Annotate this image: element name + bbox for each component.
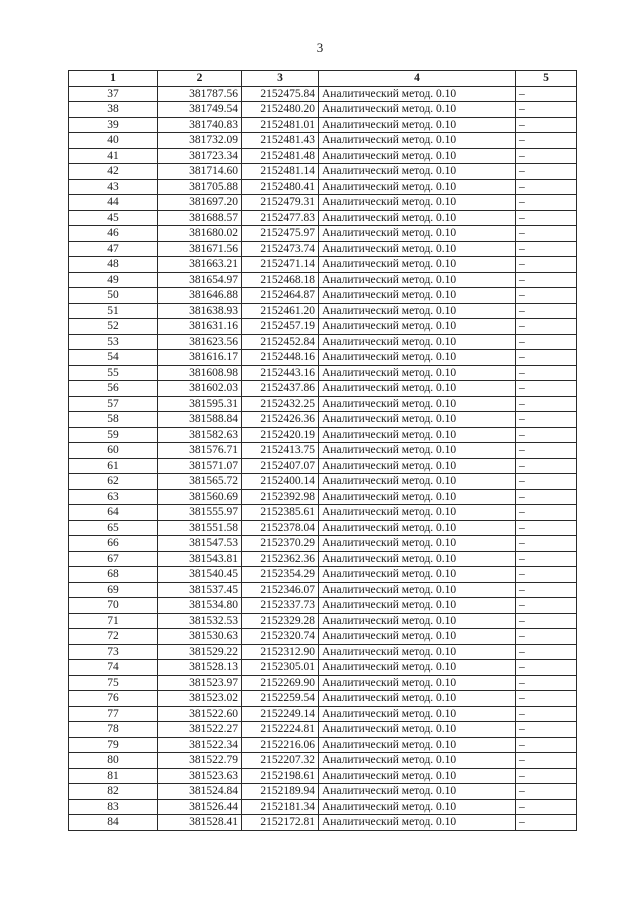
- table-row: [69, 567, 577, 583]
- point-number-cell: 39: [69, 117, 158, 133]
- point-number-cell: 49: [69, 272, 158, 288]
- method-accuracy-cell: Аналитический метод. 0.10: [319, 644, 516, 660]
- method-accuracy-cell: Аналитический метод. 0.10: [319, 179, 516, 195]
- note-cell: –: [516, 505, 577, 521]
- table-row: [69, 706, 577, 722]
- coordinates-table: [68, 70, 577, 831]
- note-cell: –: [516, 272, 577, 288]
- point-number-cell: 48: [69, 257, 158, 273]
- y-coordinate-cell: 2152224.81: [242, 722, 319, 738]
- y-coordinate-cell: 2152480.20: [242, 102, 319, 118]
- method-accuracy-cell: Аналитический метод. 0.10: [319, 489, 516, 505]
- y-coordinate-cell: 2152426.36: [242, 412, 319, 428]
- column-header-5: 5: [516, 71, 577, 87]
- method-accuracy-cell: Аналитический метод. 0.10: [319, 272, 516, 288]
- point-number-cell: 52: [69, 319, 158, 335]
- point-number-cell: 73: [69, 644, 158, 660]
- y-coordinate-cell: 2152216.06: [242, 737, 319, 753]
- x-coordinate-cell: 381616.17: [158, 350, 242, 366]
- x-coordinate-cell: 381663.21: [158, 257, 242, 273]
- y-coordinate-cell: 2152337.73: [242, 598, 319, 614]
- method-accuracy-cell: Аналитический метод. 0.10: [319, 582, 516, 598]
- method-accuracy-cell: Аналитический метод. 0.10: [319, 784, 516, 800]
- point-number-cell: 69: [69, 582, 158, 598]
- table-row: [69, 520, 577, 536]
- y-coordinate-cell: 2152479.31: [242, 195, 319, 211]
- method-accuracy-cell: Аналитический метод. 0.10: [319, 412, 516, 428]
- point-number-cell: 59: [69, 427, 158, 443]
- method-accuracy-cell: Аналитический метод. 0.10: [319, 443, 516, 459]
- y-coordinate-cell: 2152452.84: [242, 334, 319, 350]
- point-number-cell: 74: [69, 660, 158, 676]
- note-cell: –: [516, 582, 577, 598]
- x-coordinate-cell: 381522.34: [158, 737, 242, 753]
- x-coordinate-cell: 381532.53: [158, 613, 242, 629]
- y-coordinate-cell: 2152420.19: [242, 427, 319, 443]
- note-cell: –: [516, 551, 577, 567]
- y-coordinate-cell: 2152457.19: [242, 319, 319, 335]
- table-header-row: [69, 71, 577, 87]
- method-accuracy-cell: Аналитический метод. 0.10: [319, 102, 516, 118]
- method-accuracy-cell: Аналитический метод. 0.10: [319, 350, 516, 366]
- x-coordinate-cell: 381547.53: [158, 536, 242, 552]
- point-number-cell: 79: [69, 737, 158, 753]
- point-number-cell: 75: [69, 675, 158, 691]
- note-cell: –: [516, 799, 577, 815]
- method-accuracy-cell: Аналитический метод. 0.10: [319, 381, 516, 397]
- note-cell: –: [516, 319, 577, 335]
- method-accuracy-cell: Аналитический метод. 0.10: [319, 722, 516, 738]
- note-cell: –: [516, 706, 577, 722]
- method-accuracy-cell: Аналитический метод. 0.10: [319, 520, 516, 536]
- x-coordinate-cell: 381528.41: [158, 815, 242, 831]
- y-coordinate-cell: 2152481.48: [242, 148, 319, 164]
- y-coordinate-cell: 2152269.90: [242, 675, 319, 691]
- x-coordinate-cell: 381654.97: [158, 272, 242, 288]
- method-accuracy-cell: Аналитический метод. 0.10: [319, 536, 516, 552]
- x-coordinate-cell: 381526.44: [158, 799, 242, 815]
- note-cell: –: [516, 474, 577, 490]
- method-accuracy-cell: Аналитический метод. 0.10: [319, 257, 516, 273]
- point-number-cell: 56: [69, 381, 158, 397]
- method-accuracy-cell: Аналитический метод. 0.10: [319, 660, 516, 676]
- x-coordinate-cell: 381537.45: [158, 582, 242, 598]
- point-number-cell: 77: [69, 706, 158, 722]
- table-row: [69, 474, 577, 490]
- y-coordinate-cell: 2152320.74: [242, 629, 319, 645]
- point-number-cell: 44: [69, 195, 158, 211]
- x-coordinate-cell: 381680.02: [158, 226, 242, 242]
- method-accuracy-cell: Аналитический метод. 0.10: [319, 427, 516, 443]
- table-row: [69, 288, 577, 304]
- table-row: [69, 117, 577, 133]
- note-cell: –: [516, 598, 577, 614]
- x-coordinate-cell: 381524.84: [158, 784, 242, 800]
- method-accuracy-cell: Аналитический метод. 0.10: [319, 598, 516, 614]
- note-cell: –: [516, 381, 577, 397]
- column-header-4: 4: [319, 71, 516, 87]
- y-coordinate-cell: 2152432.25: [242, 396, 319, 412]
- table-row: [69, 319, 577, 335]
- note-cell: –: [516, 660, 577, 676]
- x-coordinate-cell: 381697.20: [158, 195, 242, 211]
- table-row: [69, 303, 577, 319]
- method-accuracy-cell: Аналитический метод. 0.10: [319, 396, 516, 412]
- y-coordinate-cell: 2152305.01: [242, 660, 319, 676]
- x-coordinate-cell: 381543.81: [158, 551, 242, 567]
- x-coordinate-cell: 381588.84: [158, 412, 242, 428]
- method-accuracy-cell: Аналитический метод. 0.10: [319, 86, 516, 102]
- point-number-cell: 84: [69, 815, 158, 831]
- point-number-cell: 54: [69, 350, 158, 366]
- table-row: [69, 815, 577, 831]
- table-row: [69, 582, 577, 598]
- point-number-cell: 46: [69, 226, 158, 242]
- method-accuracy-cell: Аналитический метод. 0.10: [319, 753, 516, 769]
- y-coordinate-cell: 2152443.16: [242, 365, 319, 381]
- method-accuracy-cell: Аналитический метод. 0.10: [319, 567, 516, 583]
- y-coordinate-cell: 2152346.07: [242, 582, 319, 598]
- method-accuracy-cell: Аналитический метод. 0.10: [319, 319, 516, 335]
- table-row: [69, 241, 577, 257]
- x-coordinate-cell: 381595.31: [158, 396, 242, 412]
- x-coordinate-cell: 381528.13: [158, 660, 242, 676]
- y-coordinate-cell: 2152400.14: [242, 474, 319, 490]
- method-accuracy-cell: Аналитический метод. 0.10: [319, 691, 516, 707]
- note-cell: –: [516, 303, 577, 319]
- point-number-cell: 45: [69, 210, 158, 226]
- note-cell: –: [516, 768, 577, 784]
- table-row: [69, 489, 577, 505]
- note-cell: –: [516, 365, 577, 381]
- method-accuracy-cell: Аналитический метод. 0.10: [319, 226, 516, 242]
- method-accuracy-cell: Аналитический метод. 0.10: [319, 815, 516, 831]
- x-coordinate-cell: 381523.97: [158, 675, 242, 691]
- point-number-cell: 68: [69, 567, 158, 583]
- point-number-cell: 62: [69, 474, 158, 490]
- table-row: [69, 427, 577, 443]
- x-coordinate-cell: 381565.72: [158, 474, 242, 490]
- table-row: [69, 613, 577, 629]
- x-coordinate-cell: 381602.03: [158, 381, 242, 397]
- note-cell: –: [516, 179, 577, 195]
- note-cell: –: [516, 815, 577, 831]
- table-row: [69, 102, 577, 118]
- y-coordinate-cell: 2152481.14: [242, 164, 319, 180]
- point-number-cell: 60: [69, 443, 158, 459]
- y-coordinate-cell: 2152385.61: [242, 505, 319, 521]
- x-coordinate-cell: 381534.80: [158, 598, 242, 614]
- point-number-cell: 43: [69, 179, 158, 195]
- method-accuracy-cell: Аналитический метод. 0.10: [319, 195, 516, 211]
- x-coordinate-cell: 381560.69: [158, 489, 242, 505]
- method-accuracy-cell: Аналитический метод. 0.10: [319, 706, 516, 722]
- table-row: [69, 412, 577, 428]
- y-coordinate-cell: 2152370.29: [242, 536, 319, 552]
- x-coordinate-cell: 381740.83: [158, 117, 242, 133]
- table-row: [69, 86, 577, 102]
- y-coordinate-cell: 2152471.14: [242, 257, 319, 273]
- note-cell: –: [516, 334, 577, 350]
- y-coordinate-cell: 2152378.04: [242, 520, 319, 536]
- method-accuracy-cell: Аналитический метод. 0.10: [319, 117, 516, 133]
- method-accuracy-cell: Аналитический метод. 0.10: [319, 288, 516, 304]
- x-coordinate-cell: 381705.88: [158, 179, 242, 195]
- table-row: [69, 350, 577, 366]
- note-cell: –: [516, 148, 577, 164]
- note-cell: –: [516, 86, 577, 102]
- column-header-2: 2: [158, 71, 242, 87]
- y-coordinate-cell: 2152477.83: [242, 210, 319, 226]
- table-row: [69, 195, 577, 211]
- table-row: [69, 133, 577, 149]
- y-coordinate-cell: 2152181.34: [242, 799, 319, 815]
- point-number-cell: 40: [69, 133, 158, 149]
- note-cell: –: [516, 458, 577, 474]
- y-coordinate-cell: 2152172.81: [242, 815, 319, 831]
- point-number-cell: 55: [69, 365, 158, 381]
- x-coordinate-cell: 381551.58: [158, 520, 242, 536]
- y-coordinate-cell: 2152189.94: [242, 784, 319, 800]
- table-row: [69, 598, 577, 614]
- note-cell: –: [516, 241, 577, 257]
- x-coordinate-cell: 381522.60: [158, 706, 242, 722]
- point-number-cell: 57: [69, 396, 158, 412]
- x-coordinate-cell: 381723.34: [158, 148, 242, 164]
- table-row: [69, 536, 577, 552]
- table-row: [69, 210, 577, 226]
- note-cell: –: [516, 350, 577, 366]
- point-number-cell: 71: [69, 613, 158, 629]
- note-cell: –: [516, 164, 577, 180]
- point-number-cell: 37: [69, 86, 158, 102]
- y-coordinate-cell: 2152461.20: [242, 303, 319, 319]
- table-row: [69, 629, 577, 645]
- x-coordinate-cell: 381540.45: [158, 567, 242, 583]
- note-cell: –: [516, 536, 577, 552]
- x-coordinate-cell: 381523.63: [158, 768, 242, 784]
- note-cell: –: [516, 427, 577, 443]
- note-cell: –: [516, 644, 577, 660]
- method-accuracy-cell: Аналитический метод. 0.10: [319, 365, 516, 381]
- note-cell: –: [516, 412, 577, 428]
- note-cell: –: [516, 489, 577, 505]
- x-coordinate-cell: 381576.71: [158, 443, 242, 459]
- y-coordinate-cell: 2152249.14: [242, 706, 319, 722]
- table-row: [69, 396, 577, 412]
- y-coordinate-cell: 2152475.84: [242, 86, 319, 102]
- y-coordinate-cell: 2152437.86: [242, 381, 319, 397]
- x-coordinate-cell: 381522.27: [158, 722, 242, 738]
- y-coordinate-cell: 2152407.07: [242, 458, 319, 474]
- y-coordinate-cell: 2152464.87: [242, 288, 319, 304]
- y-coordinate-cell: 2152481.43: [242, 133, 319, 149]
- point-number-cell: 50: [69, 288, 158, 304]
- x-coordinate-cell: 381787.56: [158, 86, 242, 102]
- point-number-cell: 66: [69, 536, 158, 552]
- table-row: [69, 551, 577, 567]
- method-accuracy-cell: Аналитический метод. 0.10: [319, 737, 516, 753]
- method-accuracy-cell: Аналитический метод. 0.10: [319, 474, 516, 490]
- y-coordinate-cell: 2152473.74: [242, 241, 319, 257]
- table-row: [69, 675, 577, 691]
- note-cell: –: [516, 195, 577, 211]
- method-accuracy-cell: Аналитический метод. 0.10: [319, 303, 516, 319]
- point-number-cell: 58: [69, 412, 158, 428]
- method-accuracy-cell: Аналитический метод. 0.10: [319, 164, 516, 180]
- x-coordinate-cell: 381646.88: [158, 288, 242, 304]
- y-coordinate-cell: 2152354.29: [242, 567, 319, 583]
- y-coordinate-cell: 2152392.98: [242, 489, 319, 505]
- y-coordinate-cell: 2152198.61: [242, 768, 319, 784]
- x-coordinate-cell: 381714.60: [158, 164, 242, 180]
- x-coordinate-cell: 381582.63: [158, 427, 242, 443]
- method-accuracy-cell: Аналитический метод. 0.10: [319, 458, 516, 474]
- method-accuracy-cell: Аналитический метод. 0.10: [319, 334, 516, 350]
- x-coordinate-cell: 381671.56: [158, 241, 242, 257]
- x-coordinate-cell: 381555.97: [158, 505, 242, 521]
- table-row: [69, 272, 577, 288]
- y-coordinate-cell: 2152468.18: [242, 272, 319, 288]
- note-cell: –: [516, 691, 577, 707]
- method-accuracy-cell: Аналитический метод. 0.10: [319, 241, 516, 257]
- table-row: [69, 768, 577, 784]
- x-coordinate-cell: 381608.98: [158, 365, 242, 381]
- point-number-cell: 38: [69, 102, 158, 118]
- method-accuracy-cell: Аналитический метод. 0.10: [319, 613, 516, 629]
- point-number-cell: 47: [69, 241, 158, 257]
- table-row: [69, 381, 577, 397]
- y-coordinate-cell: 2152207.32: [242, 753, 319, 769]
- point-number-cell: 76: [69, 691, 158, 707]
- y-coordinate-cell: 2152448.16: [242, 350, 319, 366]
- point-number-cell: 83: [69, 799, 158, 815]
- point-number-cell: 41: [69, 148, 158, 164]
- method-accuracy-cell: Аналитический метод. 0.10: [319, 133, 516, 149]
- y-coordinate-cell: 2152475.97: [242, 226, 319, 242]
- note-cell: –: [516, 753, 577, 769]
- x-coordinate-cell: 381732.09: [158, 133, 242, 149]
- table-row: [69, 737, 577, 753]
- y-coordinate-cell: 2152480.41: [242, 179, 319, 195]
- point-number-cell: 81: [69, 768, 158, 784]
- method-accuracy-cell: Аналитический метод. 0.10: [319, 675, 516, 691]
- note-cell: –: [516, 784, 577, 800]
- table-row: [69, 722, 577, 738]
- point-number-cell: 61: [69, 458, 158, 474]
- note-cell: –: [516, 629, 577, 645]
- table-row: [69, 179, 577, 195]
- note-cell: –: [516, 443, 577, 459]
- method-accuracy-cell: Аналитический метод. 0.10: [319, 551, 516, 567]
- x-coordinate-cell: 381523.02: [158, 691, 242, 707]
- method-accuracy-cell: Аналитический метод. 0.10: [319, 629, 516, 645]
- point-number-cell: 51: [69, 303, 158, 319]
- table-row: [69, 644, 577, 660]
- column-header-3: 3: [242, 71, 319, 87]
- note-cell: –: [516, 133, 577, 149]
- y-coordinate-cell: 2152312.90: [242, 644, 319, 660]
- note-cell: –: [516, 520, 577, 536]
- note-cell: –: [516, 613, 577, 629]
- method-accuracy-cell: Аналитический метод. 0.10: [319, 505, 516, 521]
- point-number-cell: 82: [69, 784, 158, 800]
- column-header-1: 1: [69, 71, 158, 87]
- point-number-cell: 80: [69, 753, 158, 769]
- note-cell: –: [516, 396, 577, 412]
- note-cell: –: [516, 567, 577, 583]
- y-coordinate-cell: 2152413.75: [242, 443, 319, 459]
- method-accuracy-cell: Аналитический метод. 0.10: [319, 768, 516, 784]
- table-row: [69, 784, 577, 800]
- point-number-cell: 78: [69, 722, 158, 738]
- note-cell: –: [516, 210, 577, 226]
- table-row: [69, 257, 577, 273]
- point-number-cell: 42: [69, 164, 158, 180]
- note-cell: –: [516, 288, 577, 304]
- point-number-cell: 65: [69, 520, 158, 536]
- table-row: [69, 799, 577, 815]
- table-row: [69, 660, 577, 676]
- table-body: [69, 86, 577, 830]
- x-coordinate-cell: 381529.22: [158, 644, 242, 660]
- note-cell: –: [516, 722, 577, 738]
- point-number-cell: 64: [69, 505, 158, 521]
- table-row: [69, 226, 577, 242]
- note-cell: –: [516, 102, 577, 118]
- y-coordinate-cell: 2152259.54: [242, 691, 319, 707]
- note-cell: –: [516, 117, 577, 133]
- note-cell: –: [516, 226, 577, 242]
- note-cell: –: [516, 257, 577, 273]
- x-coordinate-cell: 381631.16: [158, 319, 242, 335]
- y-coordinate-cell: 2152329.28: [242, 613, 319, 629]
- table-row: [69, 458, 577, 474]
- point-number-cell: 53: [69, 334, 158, 350]
- table-row: [69, 505, 577, 521]
- table-row: [69, 691, 577, 707]
- table-row: [69, 148, 577, 164]
- method-accuracy-cell: Аналитический метод. 0.10: [319, 148, 516, 164]
- table-row: [69, 164, 577, 180]
- point-number-cell: 72: [69, 629, 158, 645]
- x-coordinate-cell: 381688.57: [158, 210, 242, 226]
- x-coordinate-cell: 381571.07: [158, 458, 242, 474]
- x-coordinate-cell: 381623.56: [158, 334, 242, 350]
- table-row: [69, 443, 577, 459]
- page-number: 3: [316, 40, 324, 55]
- table-row: [69, 365, 577, 381]
- point-number-cell: 67: [69, 551, 158, 567]
- x-coordinate-cell: 381638.93: [158, 303, 242, 319]
- x-coordinate-cell: 381749.54: [158, 102, 242, 118]
- method-accuracy-cell: Аналитический метод. 0.10: [319, 799, 516, 815]
- point-number-cell: 70: [69, 598, 158, 614]
- table-row: [69, 753, 577, 769]
- point-number-cell: 63: [69, 489, 158, 505]
- note-cell: –: [516, 675, 577, 691]
- y-coordinate-cell: 2152481.01: [242, 117, 319, 133]
- x-coordinate-cell: 381522.79: [158, 753, 242, 769]
- table-row: [69, 334, 577, 350]
- note-cell: –: [516, 737, 577, 753]
- x-coordinate-cell: 381530.63: [158, 629, 242, 645]
- y-coordinate-cell: 2152362.36: [242, 551, 319, 567]
- method-accuracy-cell: Аналитический метод. 0.10: [319, 210, 516, 226]
